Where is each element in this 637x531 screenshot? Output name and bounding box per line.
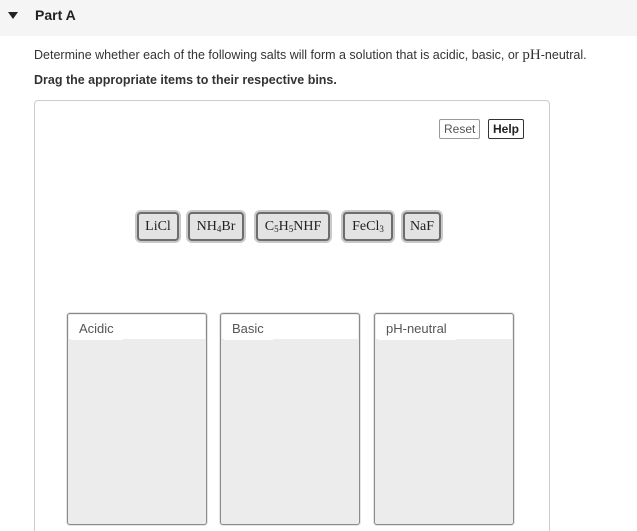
bin-label-acidic: Acidic <box>71 317 123 340</box>
item-licl[interactable] <box>137 212 179 241</box>
help-button[interactable]: Help <box>488 119 524 139</box>
question-text-start: Determine whether each of the following salts will form a solution that is acidic, basic, or <box>34 48 523 62</box>
formula-text: C <box>264 219 275 234</box>
formula-subscript: 4 <box>216 224 222 234</box>
item-naf[interactable] <box>403 212 441 241</box>
formula-subscript: 5 <box>288 224 294 234</box>
collapse-triangle-icon[interactable] <box>8 12 18 19</box>
bin-ph-neutral[interactable] <box>374 313 514 525</box>
formula-text: NaF <box>409 219 435 234</box>
bin-label-ph-neutral: pH-neutral <box>378 317 456 340</box>
formula-text: NHF <box>293 219 322 234</box>
item-fecl3[interactable] <box>343 212 393 241</box>
bin-basic[interactable] <box>220 313 360 525</box>
formula-text: LiCl <box>145 219 171 234</box>
drag-drop-workspace <box>34 100 550 531</box>
bin-acidic[interactable] <box>67 313 207 525</box>
item-nh4br[interactable] <box>188 212 244 241</box>
formula-text: H <box>278 219 289 234</box>
bin-label-wrap <box>376 315 512 339</box>
bin-label-basic: Basic <box>224 317 273 340</box>
bin-label-wrap <box>222 315 358 339</box>
item-c5h5nhf[interactable] <box>256 212 330 241</box>
formula-text: NH <box>196 219 217 234</box>
reset-button[interactable]: Reset <box>439 119 480 139</box>
formula-text: Br <box>221 219 236 234</box>
formula-text: FeCl <box>352 219 380 234</box>
instruction-text: Drag the appropriate items to their respective bins. <box>34 73 337 87</box>
part-header[interactable] <box>0 0 637 36</box>
bin-label-wrap <box>69 315 205 339</box>
part-title: Part A <box>35 7 76 23</box>
formula-subscript: 5 <box>274 224 279 234</box>
ph-symbol: pH <box>522 47 541 63</box>
question-text <box>34 47 634 64</box>
question-text-end: -neutral. <box>540 48 587 62</box>
formula-subscript: 3 <box>379 224 384 234</box>
